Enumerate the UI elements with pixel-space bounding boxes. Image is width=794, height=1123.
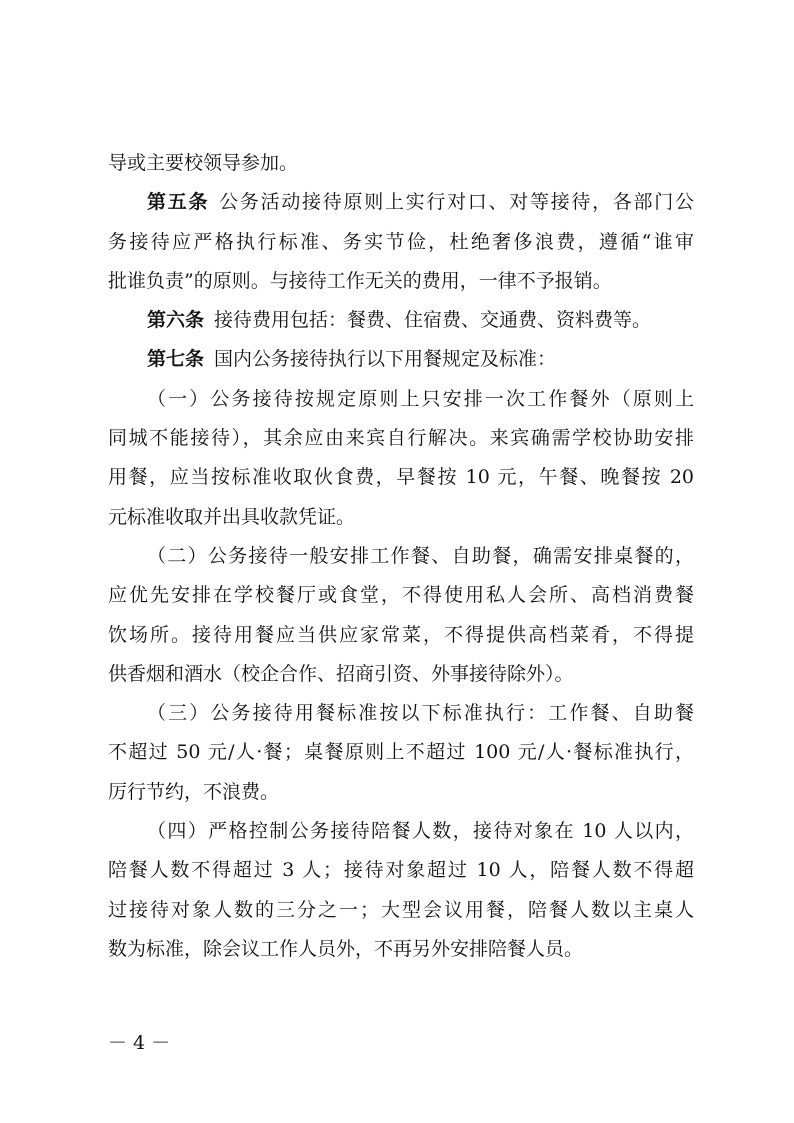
text-line: 同城不能接待），其余应由来宾自行解决。来宾确需学校协助安排 [108,427,694,450]
text-line: （一）公务接待按规定原则上只安排一次工作餐外（原则上 [147,387,694,410]
article-heading: 第六条 [147,309,205,332]
text-line: 批谁负责”的原则。与接待工作无关的费用，一律不予报销。 [108,269,612,292]
article-heading: 第五条 [147,191,210,214]
text-line: 导或主要校领导参加。 [108,152,299,174]
text-line: 过接待对象人数的三分之一；大型会议用餐，陪餐人数以主桌人 [108,898,694,921]
document-body [108,144,694,969]
article-6-line: 第六条 接待费用包括：餐费、住宿费、交通费、资料费等。 [147,309,652,332]
text-line: 务接待应严格执行标准、务实节俭，杜绝奢侈浪费，遵循“谁审 [108,230,694,253]
text-line: 不超过 50 元/人·餐；桌餐原则上不超过 100 元/人·餐标准执行， [108,741,694,764]
text-line: 元标准收取并出具收款凭证。 [108,505,356,528]
text-line: 饮场所。接待用餐应当供应家常菜，不得提供高档菜肴，不得提 [108,623,694,646]
text-line: 陪餐人数不得超过 3 人；接待对象超过 10 人，陪餐人数不得超 [108,859,694,882]
text-line: 数为标准，除会议工作人员外，不再另外安排陪餐人员。 [108,937,584,960]
text-line: 应优先安排在学校餐厅或食堂，不得使用私人会所、高档消费餐 [108,584,694,607]
text-line: （三）公务接待用餐标准按以下标准执行：工作餐、自助餐 [147,702,694,725]
text-line: 供香烟和酒水（校企合作、招商引资、外事接待除外）。 [108,662,574,685]
article-heading: 第七条 [147,348,205,371]
article-5-line: 第五条 公务活动接待原则上实行对口、对等接待，各部门公 [147,191,694,214]
text-line: 用餐，应当按标准收取伙食费，早餐按 10 元，午餐、晚餐按 20 [108,466,694,489]
page-number: － 4 － [108,1032,171,1054]
text-line: 厉行节约，不浪费。 [108,780,280,803]
text-line: （二）公务接待一般安排工作餐、自助餐，确需安排桌餐的， [147,544,694,567]
text-line: （四）严格控制公务接待陪餐人数，接待对象在 10 人以内， [147,820,694,843]
article-7-line: 第七条 国内公务接待执行以下用餐规定及标准： [147,348,557,371]
